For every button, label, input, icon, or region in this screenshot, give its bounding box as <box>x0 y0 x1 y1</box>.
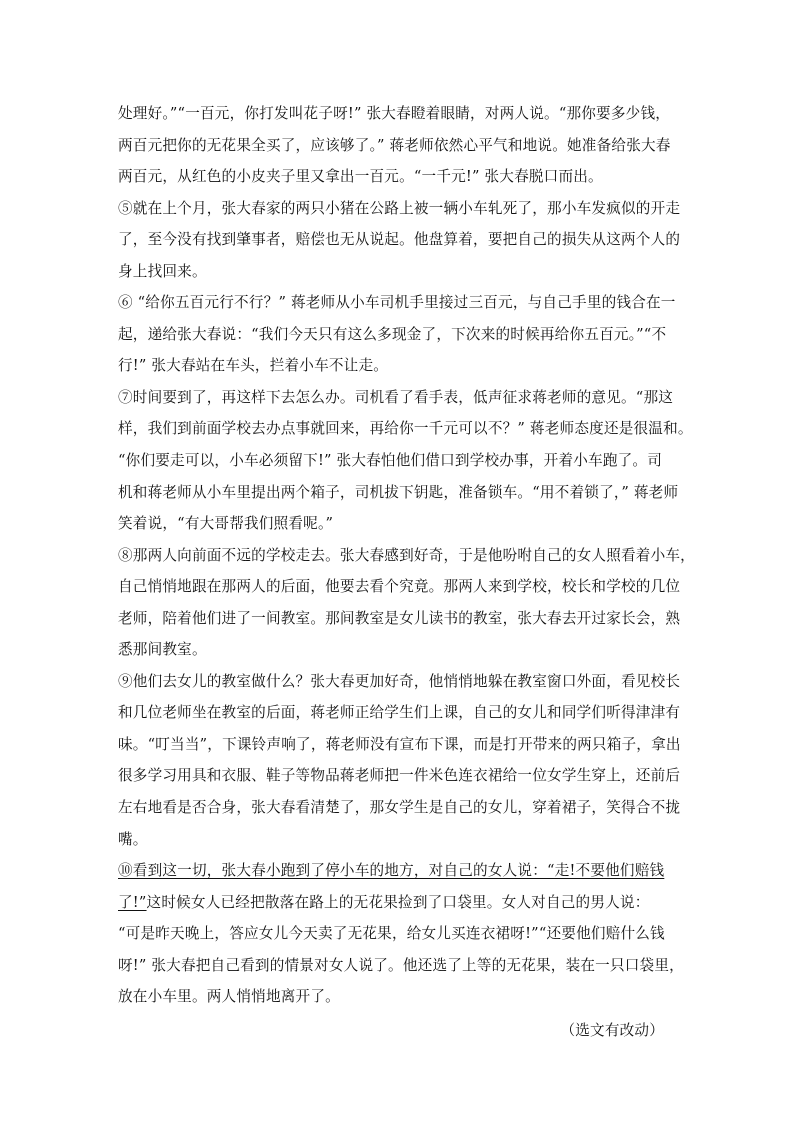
text-line: “可是昨天晚上，答应女儿今天卖了无花果，给女儿买连衣裙呀!”“还要他们赔什么钱 <box>118 925 665 943</box>
text-line: ⑦时间要到了，再这样下去怎么办。司机看了看手表，低声征求蒋老师的意见。“那这 <box>118 388 674 406</box>
text-line: 了，至今没有找到肇事者，赔偿也无从说起。他盘算着，要把自己的损失从这两个人的 <box>118 231 681 249</box>
text-line: 嘴。 <box>118 830 148 848</box>
text-line: 和几位老师坐在教室的后面，蒋老师正给学生们上课，自己的女儿和同学们听得津津有 <box>118 704 681 722</box>
text-line <box>118 887 680 919</box>
underlined-sentence: ⑩看到这一切，张大春小跑到了停小车的地方，对自己的女人说：“走!不要他们赔钱 <box>118 862 665 880</box>
text-line: 自己悄悄地跟在那两人的后面，他要去看个究竟。那两人来到学校，校长和学校的几位 <box>118 578 681 596</box>
text-line: ⑤就在上个月，张大春家的两只小猪在公路上被一辆小车轧死了，那小车发疯似的开走 <box>118 199 681 217</box>
document-page <box>118 98 695 1046</box>
paragraph-8 <box>118 540 695 666</box>
text-line: 放在小车里。两人悄悄地离开了。 <box>118 988 340 1006</box>
paragraph-6 <box>118 287 680 382</box>
text-line: 老师，陪着他们进了一间教室。那间教室是女儿读书的教室，张大春去开过家长会，熟 <box>118 609 681 627</box>
text-line: 左右地看是否合身，张大春看清楚了，那女学生是自己的女儿，穿着裙子，笑得合不拢 <box>118 799 681 817</box>
paragraph-continuation <box>118 98 680 193</box>
text-line: 机和蒋老师从小车里提出两个箱子，司机拔下钥匙，准备锁车。“用不着锁了，” 蒋老师 <box>118 483 679 501</box>
text-line: 处理好。”“一百元，你打发叫花子呀!” 张大春瞪着眼睛，对两人说。“那你要多少钱， <box>118 105 671 122</box>
text-line: 很多学习用具和衣服、鞋子等物品蒋老师把一件米色连衣裙给一位女学生穿上，还前后 <box>118 767 681 785</box>
paragraph-7 <box>118 382 693 540</box>
text-line: 两百元把你的无花果全买了，应该够了。” 蒋老师依然心平气和地说。她准备给张大春 <box>118 136 671 154</box>
text-line: 笑着说，“有大哥帮我们照看呢。” <box>118 515 334 533</box>
text-line: ⑨他们去女儿的教室做什么？张大春更加好奇，他悄悄地躲在教室窗口外面，看见校长 <box>118 672 681 690</box>
source-note: （选文有改动） <box>560 1021 664 1039</box>
text-line: 行!” 张大春站在车头，拦着小车不让走。 <box>118 357 389 375</box>
text-line: 样，我们到前面学校去办点事就回来，再给你一千元可以不？” 蒋老师态度还是很温和。 <box>118 420 693 438</box>
paragraph-5 <box>118 193 680 288</box>
text-line: 起，递给张大春说：“我们今天只有这么多现金了，下次来的时候再给你五百元。”“不 <box>118 325 667 343</box>
text-line: 悉那间教室。 <box>118 641 207 659</box>
text-line: “你们要走可以，小车必须留下!” 张大春怕他们借口到学校办事，开着小车跑了。司 <box>118 452 663 470</box>
text-span: 这时候女人已经把散落在路上的无花果捡到了口袋里。女人对自己的男人说： <box>146 893 650 911</box>
text-line <box>118 855 680 887</box>
text-line: ⑥ “给你五百元行不行？” 蒋老师从小车司机手里接过三百元，与自己手里的钱合在一 <box>118 294 676 312</box>
text-line: ⑧那两人向前面不远的学校走去。张大春感到好奇，于是他吩咐自己的女人照看着小车， <box>118 546 695 564</box>
text-line: 两百元，从红色的小皮夹子里又拿出一百元。“一千元!” 张大春脱口而出。 <box>118 168 603 186</box>
text-line: 身上找回来。 <box>118 262 207 280</box>
paragraph-10 <box>118 855 684 1013</box>
text-line: 味。“叮当当”，下课铃声响了，蒋老师没有宣布下课，而是打开带来的两只箱子，拿出 <box>118 735 681 753</box>
text-line: 呀!” 张大春把自己看到的情景对女人说了。他还选了上等的无花果，装在一只口袋里， <box>118 956 684 974</box>
paragraph-9 <box>118 666 680 855</box>
underlined-sentence: 了!” <box>118 893 147 911</box>
